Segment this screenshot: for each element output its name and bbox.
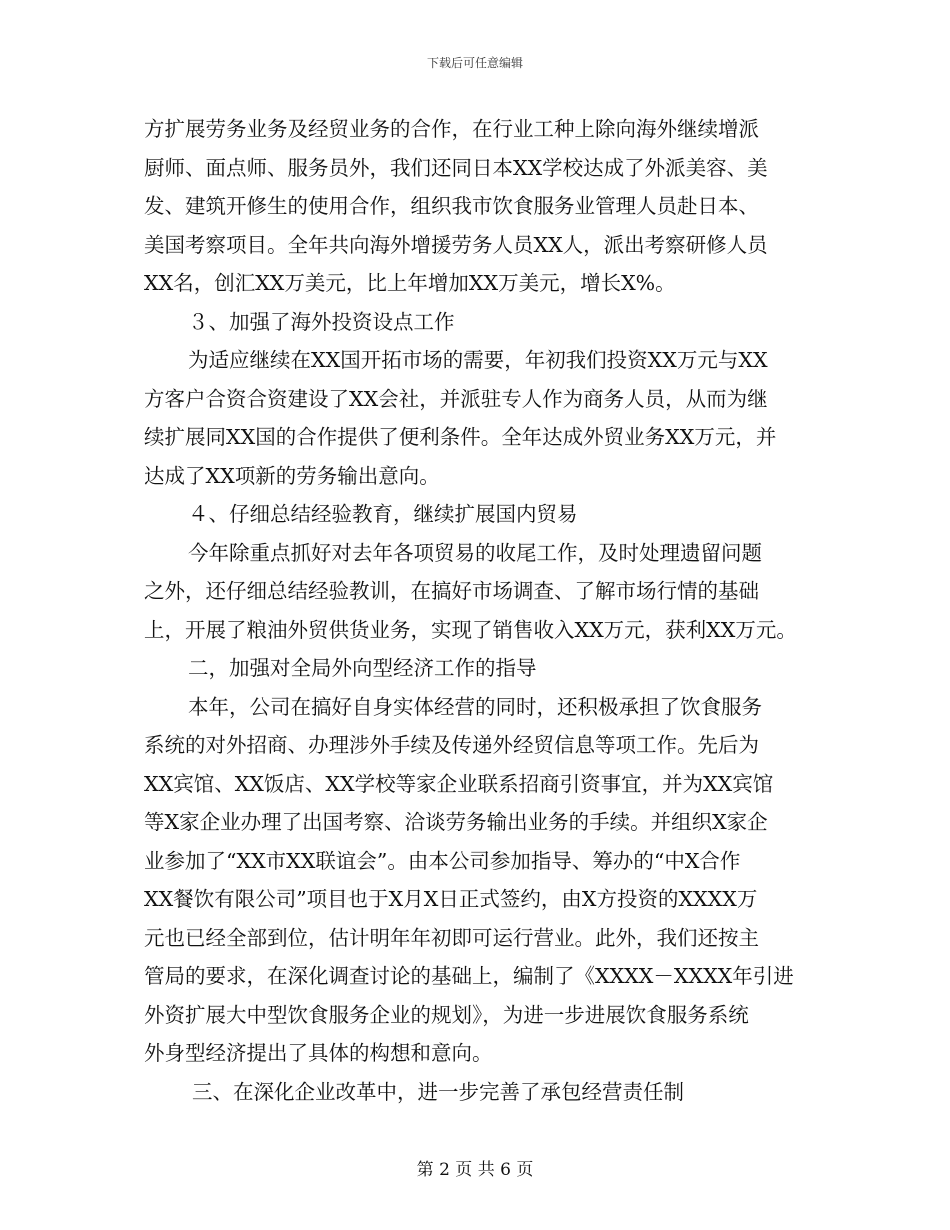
paragraph-line: 发、建筑开修生的使用合作，组织我市饮食服务业管理人员赴日本、 xyxy=(144,194,759,218)
paragraph-line: 方扩展劳务业务及经贸业务的合作，在行业工种上除向海外继续增派 xyxy=(144,117,759,141)
document-body xyxy=(140,110,830,1111)
section-heading: 三、在深化企业改革中，进一步完善了承包经营责任制 xyxy=(192,1079,684,1104)
paragraph-line: 外资扩展大中型饮食服务企业的规划》，为进一步进展饮食服务系统 xyxy=(144,1002,749,1027)
paragraph-line: 本年，公司在搞好自身实体经营的同时，还积极承担了饮食服务 xyxy=(188,694,762,719)
paragraph-line: 系统的对外招商、办理涉外手续及传递外经贸信息等项工作。先后为 xyxy=(144,733,759,757)
page-number: 第 2 页 共 6 页 xyxy=(416,1160,534,1180)
paragraph-line: 外身型经济提出了具体的构想和意向。 xyxy=(144,1041,493,1065)
paragraph-line: 为适应继续在XX国开拓市场的需要，年初我们投资XX万元与XX xyxy=(188,348,768,372)
paragraph-line: 元也已经全部到位，估计明年年初即可运行营业。此外，我们还按主 xyxy=(144,925,759,950)
paragraph-line: 美国考察项目。全年共向海外增援劳务人员XX人，派出考察研修人员 xyxy=(144,232,768,257)
paragraph-line: 等X家企业办理了出国考察、洽谈劳务输出业务的手续。并组织X家企 xyxy=(144,810,768,834)
paragraph-line: XX名，创汇XX万美元，比上年增加XX万美元，增长X%。 xyxy=(144,271,676,295)
section-heading: 二，加强对全局外向型经济工作的指导 xyxy=(188,656,537,680)
paragraph-line: 管局的要求，在深化调查讨论的基础上，编制了《XXXX－XXXX年引进 xyxy=(144,964,794,988)
paragraph-line: 厨师、面点师、服务员外，我们还同日本XX学校达成了外派美容、美 xyxy=(144,155,768,180)
paragraph-line: XX宾馆、XX饭店、XX学校等家企业联系招商引资事宜，并为XX宾馆 xyxy=(144,771,774,796)
paragraph-line: XX餐饮有限公司”项目也于X月X日正式签约，由X方投资的XXXX万 xyxy=(144,887,758,911)
paragraph-line: 方客户合资合资建设了XX会社，并派驻专人作为商务人员，从而为继 xyxy=(144,386,768,411)
section-heading: ４、仔细总结经验教育，继续扩展国内贸易 xyxy=(188,502,578,526)
paragraph-line: 达成了XX项新的劳务输出意向。 xyxy=(144,463,440,488)
section-heading: ３、加强了海外投资设点工作 xyxy=(188,309,455,334)
paragraph-line: 之外，还仔细总结经验教训，在搞好市场调查、了解市场行情的基础 xyxy=(144,579,759,603)
paragraph-line: 业参加了“XX市XX联谊会”。由本公司参加指导、筹办的“中X合作 xyxy=(144,848,741,873)
paragraph-line: 上，开展了粮油外贸供货业务，实现了销售收入XX万元，获利XX万元。 xyxy=(144,617,797,642)
paragraph-line: 续扩展同XX国的合作提供了便利条件。全年达成外贸业务XX万元，并 xyxy=(144,425,777,449)
paragraph-line: 今年除重点抓好对去年各项贸易的收尾工作，及时处理遗留问题 xyxy=(188,540,762,565)
page-header: 下载后可任意编辑 xyxy=(426,56,523,70)
